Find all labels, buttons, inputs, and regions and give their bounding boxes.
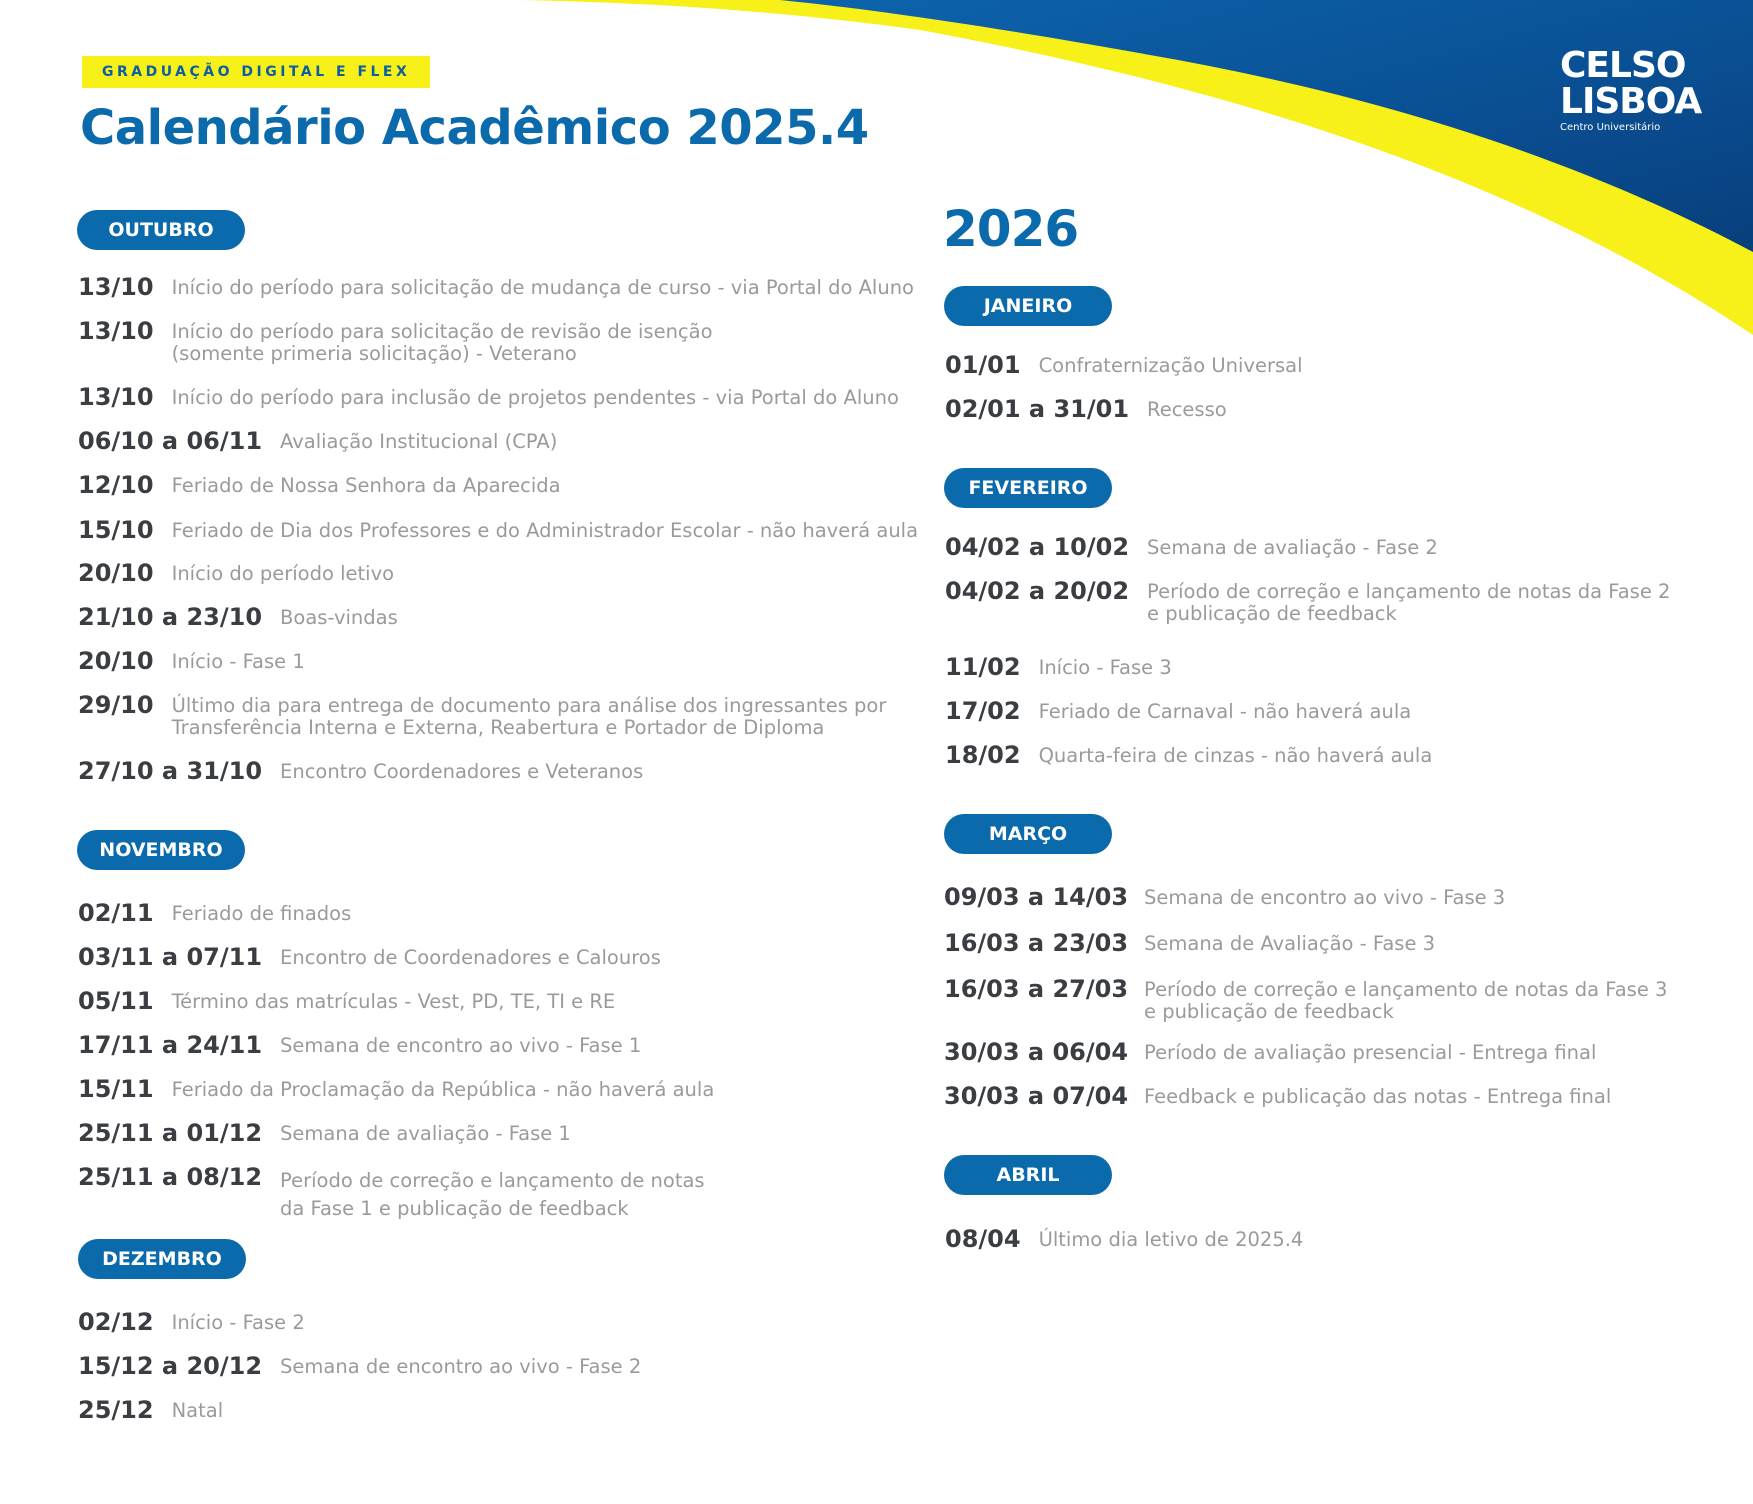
entry-description: Natal [171, 1399, 224, 1422]
calendar-entry [945, 1225, 1303, 1253]
calendar-entry [78, 647, 305, 675]
entry-description: Semana de encontro ao vivo - Fase 1 [280, 1034, 642, 1057]
entry-description: Término das matrículas - Vest, PD, TE, TI e RE [171, 990, 616, 1013]
calendar-entry [78, 1163, 705, 1223]
entry-description: Início do período letivo [171, 562, 395, 585]
calendar-entry [78, 1075, 714, 1103]
month-label-marco: MARÇO [944, 814, 1112, 854]
entry-date: 25/11 a 01/12 [78, 1119, 263, 1147]
entry-description: Encontro Coordenadores e Veteranos [280, 760, 644, 783]
calendar-entry [78, 559, 394, 587]
calendar-entry [78, 691, 886, 739]
calendar-entry [78, 1308, 305, 1336]
celso-lisboa-logo [1560, 45, 1710, 133]
month-label-outubro: OUTUBRO [77, 210, 245, 250]
entry-date: 25/11 a 08/12 [78, 1163, 263, 1191]
month-label-janeiro: JANEIRO [944, 286, 1112, 326]
entry-date: 25/12 [78, 1396, 154, 1424]
entry-description: Período de avaliação presencial - Entrega final [1144, 1041, 1597, 1064]
entry-date: 05/11 [78, 987, 154, 1015]
entry-date: 16/03 a 27/03 [944, 975, 1129, 1003]
calendar-entry [78, 899, 351, 927]
entry-date: 20/10 [78, 647, 154, 675]
calendar-entry [78, 757, 643, 785]
calendar-entry [945, 697, 1411, 725]
entry-description: Feriado de Dia dos Professores e do Administrador Escolar - não haverá aula [171, 519, 919, 542]
year-title: 2026 [943, 200, 1079, 258]
calendar-entry [944, 975, 1667, 1023]
entry-description: Último dia para entrega de documento para análise dos ingressantes por Transferência Interna e Externa, Reabertura e Portador de Diploma [171, 694, 887, 739]
entry-date: 06/10 a 06/11 [78, 427, 263, 455]
entry-date: 15/12 a 20/12 [78, 1352, 263, 1380]
entry-description: Semana de Avaliação - Fase 3 [1144, 932, 1436, 955]
entry-date: 02/01 a 31/01 [945, 395, 1130, 423]
entry-description: Avaliação Institucional (CPA) [280, 430, 558, 453]
entry-description: Período de correção e lançamento de notas da Fase 1 e publicação de feedback [280, 1169, 705, 1220]
calendar-entry [78, 516, 918, 544]
entry-date: 11/02 [945, 653, 1021, 681]
entry-description: Semana de avaliação - Fase 1 [280, 1122, 571, 1145]
calendar-entry [78, 1396, 223, 1424]
entry-description: Início - Fase 2 [171, 1311, 305, 1334]
entry-date: 18/02 [945, 741, 1021, 769]
page-title: Calendário Acadêmico 2025.4 [80, 100, 869, 156]
calendar-entry [78, 273, 914, 301]
entry-description: Último dia letivo de 2025.4 [1038, 1228, 1304, 1251]
entry-description: Feriado de Nossa Senhora da Aparecida [171, 474, 561, 497]
month-label-novembro: NOVEMBRO [77, 830, 245, 870]
calendar-entry [945, 533, 1438, 561]
entry-description: Semana de encontro ao vivo - Fase 3 [1144, 886, 1506, 909]
logo-subtitle: Centro Universitário [1560, 122, 1661, 133]
entry-date: 13/10 [78, 317, 154, 345]
entry-description: Feriado da Proclamação da República - não haverá aula [171, 1078, 715, 1101]
calendar-entry [78, 1352, 641, 1380]
entry-date: 13/10 [78, 383, 154, 411]
entry-description: Feedback e publicação das notas - Entrega final [1144, 1085, 1612, 1108]
calendar-entry [945, 577, 1670, 625]
entry-date: 29/10 [78, 691, 154, 719]
entry-description: Confraternização Universal [1038, 354, 1303, 377]
logo-line-1: CELSO [1560, 45, 1686, 86]
logo-line-2: LISBOA [1560, 81, 1702, 122]
entry-description: Recesso [1147, 398, 1227, 421]
entry-date: 09/03 a 14/03 [944, 883, 1129, 911]
entry-date: 02/12 [78, 1308, 154, 1336]
calendar-entry [944, 883, 1505, 911]
entry-description: Boas-vindas [280, 606, 398, 629]
calendar-entry [945, 741, 1432, 769]
entry-date: 30/03 a 06/04 [944, 1038, 1129, 1066]
calendar-entry [78, 383, 899, 411]
calendar-entry [945, 395, 1227, 423]
entry-description: Quarta-feira de cinzas - não haverá aula [1038, 744, 1433, 767]
entry-description: Período de correção e lançamento de notas da Fase 2 e publicação de feedback [1147, 580, 1671, 625]
month-label-dezembro: DEZEMBRO [78, 1239, 246, 1279]
entry-date: 01/01 [945, 351, 1021, 379]
entry-date: 17/02 [945, 697, 1021, 725]
entry-date: 17/11 a 24/11 [78, 1031, 263, 1059]
entry-date: 12/10 [78, 471, 154, 499]
calendar-entry [944, 929, 1435, 957]
entry-date: 13/10 [78, 273, 154, 301]
entry-date: 02/11 [78, 899, 154, 927]
entry-date: 27/10 a 31/10 [78, 757, 263, 785]
entry-description: Período de correção e lançamento de notas da Fase 3 e publicação de feedback [1144, 978, 1668, 1023]
calendar-entry [78, 943, 661, 971]
calendar-entry [78, 317, 713, 365]
entry-description: Semana de avaliação - Fase 2 [1147, 536, 1438, 559]
calendar-entry [944, 1038, 1596, 1066]
entry-description: Feriado de Carnaval - não haverá aula [1038, 700, 1412, 723]
entry-date: 15/10 [78, 516, 154, 544]
entry-date: 04/02 a 20/02 [945, 577, 1130, 605]
entry-date: 21/10 a 23/10 [78, 603, 263, 631]
entry-date: 16/03 a 23/03 [944, 929, 1129, 957]
entry-date: 03/11 a 07/11 [78, 943, 263, 971]
entry-date: 15/11 [78, 1075, 154, 1103]
calendar-entry [78, 427, 557, 455]
entry-description: Semana de encontro ao vivo - Fase 2 [280, 1355, 642, 1378]
entry-date: 30/03 a 07/04 [944, 1082, 1129, 1110]
entry-description: Início - Fase 1 [171, 650, 305, 673]
month-label-abril: ABRIL [944, 1155, 1112, 1195]
calendar-entry [78, 1031, 641, 1059]
calendar-entry [945, 653, 1172, 681]
entry-date: 08/04 [945, 1225, 1021, 1253]
entry-description: Início - Fase 3 [1038, 656, 1172, 679]
entry-description: Feriado de finados [171, 902, 352, 925]
program-tag: GRADUAÇÃO DIGITAL E FLEX [82, 56, 430, 88]
entry-description: Início do período para solicitação de revisão de isenção (somente primeria solicitação) - Veterano [171, 320, 713, 365]
entry-description: Início do período para inclusão de projetos pendentes - via Portal do Aluno [171, 386, 899, 409]
entry-description: Encontro de Coordenadores e Calouros [280, 946, 661, 969]
entry-description: Início do período para solicitação de mudança de curso - via Portal do Aluno [171, 276, 914, 299]
calendar-entry [78, 1119, 571, 1147]
calendar-entry [78, 987, 615, 1015]
month-label-fevereiro: FEVEREIRO [944, 468, 1112, 508]
calendar-entry [945, 351, 1303, 379]
entry-date: 04/02 a 10/02 [945, 533, 1130, 561]
entry-date: 20/10 [78, 559, 154, 587]
calendar-entry [944, 1082, 1611, 1110]
calendar-entry [78, 471, 561, 499]
calendar-entry [78, 603, 398, 631]
